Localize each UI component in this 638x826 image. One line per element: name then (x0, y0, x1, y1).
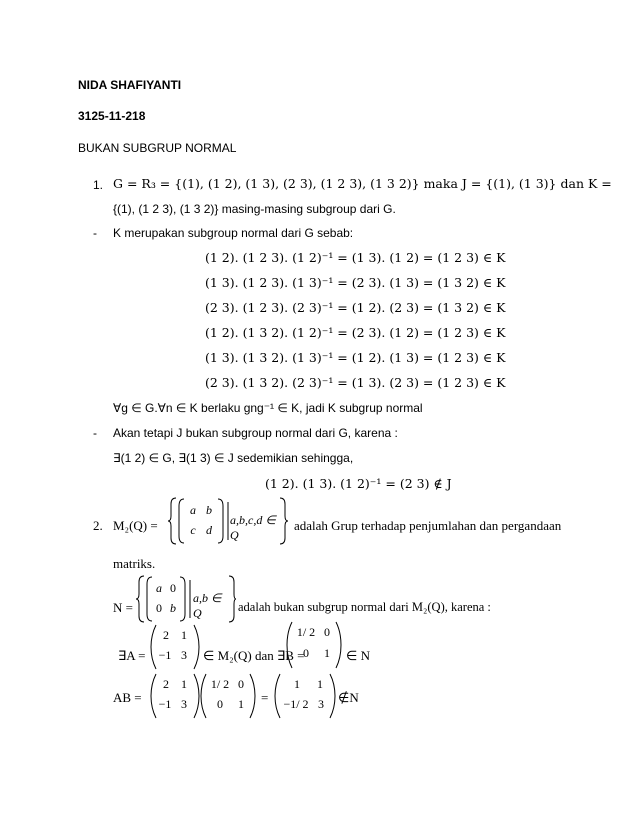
n-matrix-a: a (156, 581, 162, 595)
n-matrix-zero-1: 0 (170, 581, 176, 595)
m2-matrix-b: b (206, 503, 212, 517)
m2-matrix-c: c (190, 523, 196, 537)
product-result-12: 1 (317, 677, 323, 691)
product-b-12: 0 (238, 677, 244, 691)
matrix-a-12: 1 (181, 628, 187, 642)
k-equation-5: (1 3). (1 3 2). (1 3)⁻¹ = (1 2). (1 3) = (1 2 3) ∈ K (205, 350, 506, 365)
product-matrix-b (200, 672, 256, 720)
j-intro: Akan tetapi J bukan subgroup normal dari G, karena : (113, 426, 398, 440)
n-matrix-zero-2: 0 (156, 601, 162, 615)
topic-title: BUKAN SUBGRUP NORMAL (78, 141, 237, 155)
m2-matrix-a: a (190, 503, 196, 517)
product-b-21: 0 (217, 697, 223, 711)
problem-1-line-1: G = R₃ = {(1), (1 2), (1 3), (2 3), (1 2 3), (1 3 2)} maka J = {(1), (1 3)} dan K = (113, 176, 612, 191)
product-a-22: 3 (181, 697, 187, 711)
m2-set (168, 496, 288, 546)
k-equation-2: (1 3). (1 2 3). (1 3)⁻¹ = (2 3). (1 3) = (1 3 2) ∈ K (205, 275, 506, 290)
matrix-b (286, 620, 342, 670)
bullet-k: - (93, 226, 97, 240)
n-condition: a,b ∈ Q (193, 591, 222, 620)
product-a-12: 1 (181, 677, 187, 691)
k-conclusion: ∀g ∈ G.∀n ∈ K berlaku gng⁻¹ ∈ K, jadi K subgrup normal (113, 401, 423, 415)
k-equation-1: (1 2). (1 2 3). (1 2)⁻¹ = (1 3). (1 2) = (1 2 3) ∈ K (205, 250, 506, 265)
problem-1-line-2: {(1), (1 2 3), (1 3 2)} masing-masing subgroup dari G. (113, 202, 396, 216)
j-exists: ∃(1 2) ∈ G, ∃(1 3) ∈ J sedemikian sehingga, (113, 451, 354, 465)
matrix-a-22: 3 (181, 648, 187, 662)
m2-matrix-d: d (206, 523, 212, 537)
bullet-j: - (93, 426, 97, 440)
product-a-11: 2 (163, 677, 169, 691)
not-in-n: ∉N (338, 690, 359, 705)
in-m2-exists-b: ∈ M₂(Q) dan ∃B = (203, 648, 305, 663)
m2-condition: a,b,c,d ∈ Q (230, 513, 276, 542)
product-matrix-a (150, 672, 200, 720)
m2-description: adalah Grup terhadap penjumlahan dan pergandaan (294, 518, 562, 533)
n-set (136, 574, 236, 624)
k-equation-3: (2 3). (1 2 3). (2 3)⁻¹ = (1 2). (2 3) = (1 3 2) ∈ K (205, 300, 506, 315)
matrix-a-11: 2 (163, 628, 169, 642)
equals-sign: = (261, 690, 269, 705)
k-equation-6: (2 3). (1 3 2). (2 3)⁻¹ = (1 3). (2 3) = (1 2 3) ∈ K (205, 375, 506, 390)
matrix-b-22: 1 (324, 646, 330, 660)
ab-lhs: AB = (113, 690, 142, 705)
product-result-22: 3 (318, 697, 324, 711)
problem-1-number: 1. (93, 178, 104, 192)
product-result-11: 1 (294, 677, 300, 691)
student-id: 3125-11-218 (78, 109, 146, 123)
in-n: ∈ N (346, 648, 370, 663)
matrix-a-21: −1 (158, 648, 172, 662)
exists-a-lhs: ∃A = (118, 648, 146, 663)
matrix-b-12: 0 (324, 625, 330, 639)
n-lhs: N = (113, 600, 133, 615)
author-name: NIDA SHAFIYANTI (78, 78, 182, 92)
n-description: adalah bukan subgrup normal dari M₂(Q), karena : (238, 600, 491, 614)
j-equation: (1 2). (1 3). (1 2)⁻¹ = (2 3) ∉ J (265, 476, 452, 491)
product-result-21: −1/ 2 (283, 697, 309, 711)
n-matrix-b: b (170, 601, 176, 615)
product-b-11: 1/ 2 (210, 677, 230, 691)
product-a-21: −1 (158, 697, 172, 711)
problem-2-number: 2. (93, 518, 103, 533)
matrix-b-21: 0 (303, 646, 309, 660)
product-b-22: 1 (238, 697, 244, 711)
m2-description-end: matriks. (113, 556, 156, 571)
matrix-a (150, 623, 200, 671)
k-equation-4: (1 2). (1 3 2). (1 2)⁻¹ = (2 3). (1 2) = (1 2 3) ∈ K (205, 325, 506, 340)
k-intro: K merupakan subgroup normal dari G sebab: (113, 226, 354, 240)
product-result-matrix (274, 672, 336, 720)
matrix-b-11: 1/ 2 (296, 625, 316, 639)
m2-lhs: M₂(Q) = (113, 518, 158, 533)
